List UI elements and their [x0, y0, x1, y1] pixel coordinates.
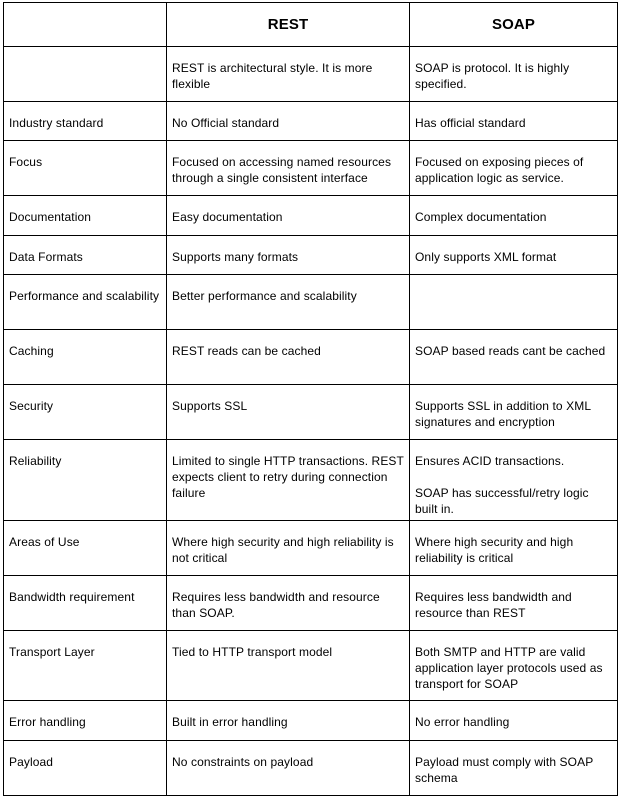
aspect-cell: Transport Layer — [4, 631, 167, 701]
table-row — [4, 576, 618, 631]
soap-cell: Only supports XML format — [410, 236, 618, 275]
aspect-cell: Documentation — [4, 196, 167, 236]
table-row — [4, 275, 618, 330]
rest-cell: No Official standard — [167, 102, 410, 141]
soap-cell: Payload must comply with SOAP schema — [410, 741, 618, 796]
aspect-cell: Security — [4, 385, 167, 440]
rest-cell: Tied to HTTP transport model — [167, 631, 410, 701]
soap-cell: SOAP is protocol. It is highly specified. — [410, 47, 618, 102]
rest-cell: Better performance and scalability — [167, 275, 410, 330]
soap-cell: SOAP based reads cant be cached — [410, 330, 618, 385]
rest-cell: REST is architectural style. It is more flexible — [167, 47, 410, 102]
aspect-cell: Reliability — [4, 440, 167, 521]
rest-cell: Focused on accessing named resources through a single consistent interface — [167, 141, 410, 196]
table-row — [4, 631, 618, 701]
table-row — [4, 102, 618, 141]
table-row — [4, 141, 618, 196]
table-row — [4, 330, 618, 385]
soap-cell: Complex documentation — [410, 196, 618, 236]
soap-cell: Ensures ACID transactions. SOAP has successful/retry logic built in. — [410, 440, 618, 521]
table-row — [4, 701, 618, 741]
aspect-cell: Data Formats — [4, 236, 167, 275]
aspect-cell: Payload — [4, 741, 167, 796]
table-row — [4, 521, 618, 576]
table-row — [4, 196, 618, 236]
aspect-cell: Areas of Use — [4, 521, 167, 576]
table-row — [4, 385, 618, 440]
rest-cell: REST reads can be cached — [167, 330, 410, 385]
aspect-cell: Error handling — [4, 701, 167, 741]
header-rest: REST — [167, 3, 410, 47]
table-row — [4, 236, 618, 275]
table-row — [4, 741, 618, 796]
soap-cell: Both SMTP and HTTP are valid application layer protocols used as transport for SOAP — [410, 631, 618, 701]
soap-cell: Requires less bandwidth and resource than REST — [410, 576, 618, 631]
aspect-cell: Caching — [4, 330, 167, 385]
aspect-cell: Performance and scalability — [4, 275, 167, 330]
soap-cell: Where high security and high reliability is critical — [410, 521, 618, 576]
rest-cell: Supports SSL — [167, 385, 410, 440]
rest-cell: Built in error handling — [167, 701, 410, 741]
rest-cell: Supports many formats — [167, 236, 410, 275]
soap-cell: Supports SSL in addition to XML signatures and encryption — [410, 385, 618, 440]
rest-cell: Requires less bandwidth and resource than SOAP. — [167, 576, 410, 631]
header-aspect — [4, 3, 167, 47]
soap-cell: No error handling — [410, 701, 618, 741]
soap-cell — [410, 275, 618, 330]
rest-cell: No constraints on payload — [167, 741, 410, 796]
aspect-cell: Industry standard — [4, 102, 167, 141]
rest-cell: Easy documentation — [167, 196, 410, 236]
header-row — [4, 3, 618, 47]
soap-cell: Has official standard — [410, 102, 618, 141]
aspect-cell: Focus — [4, 141, 167, 196]
table-row — [4, 440, 618, 521]
rest-cell: Where high security and high reliability is not critical — [167, 521, 410, 576]
aspect-cell: Bandwidth requirement — [4, 576, 167, 631]
rest-cell: Limited to single HTTP transactions. REST expects client to retry during connection failure — [167, 440, 410, 521]
header-soap: SOAP — [410, 3, 618, 47]
aspect-cell — [4, 47, 167, 102]
comparison-table — [3, 2, 618, 796]
table-row — [4, 47, 618, 102]
soap-cell: Focused on exposing pieces of application logic as service. — [410, 141, 618, 196]
